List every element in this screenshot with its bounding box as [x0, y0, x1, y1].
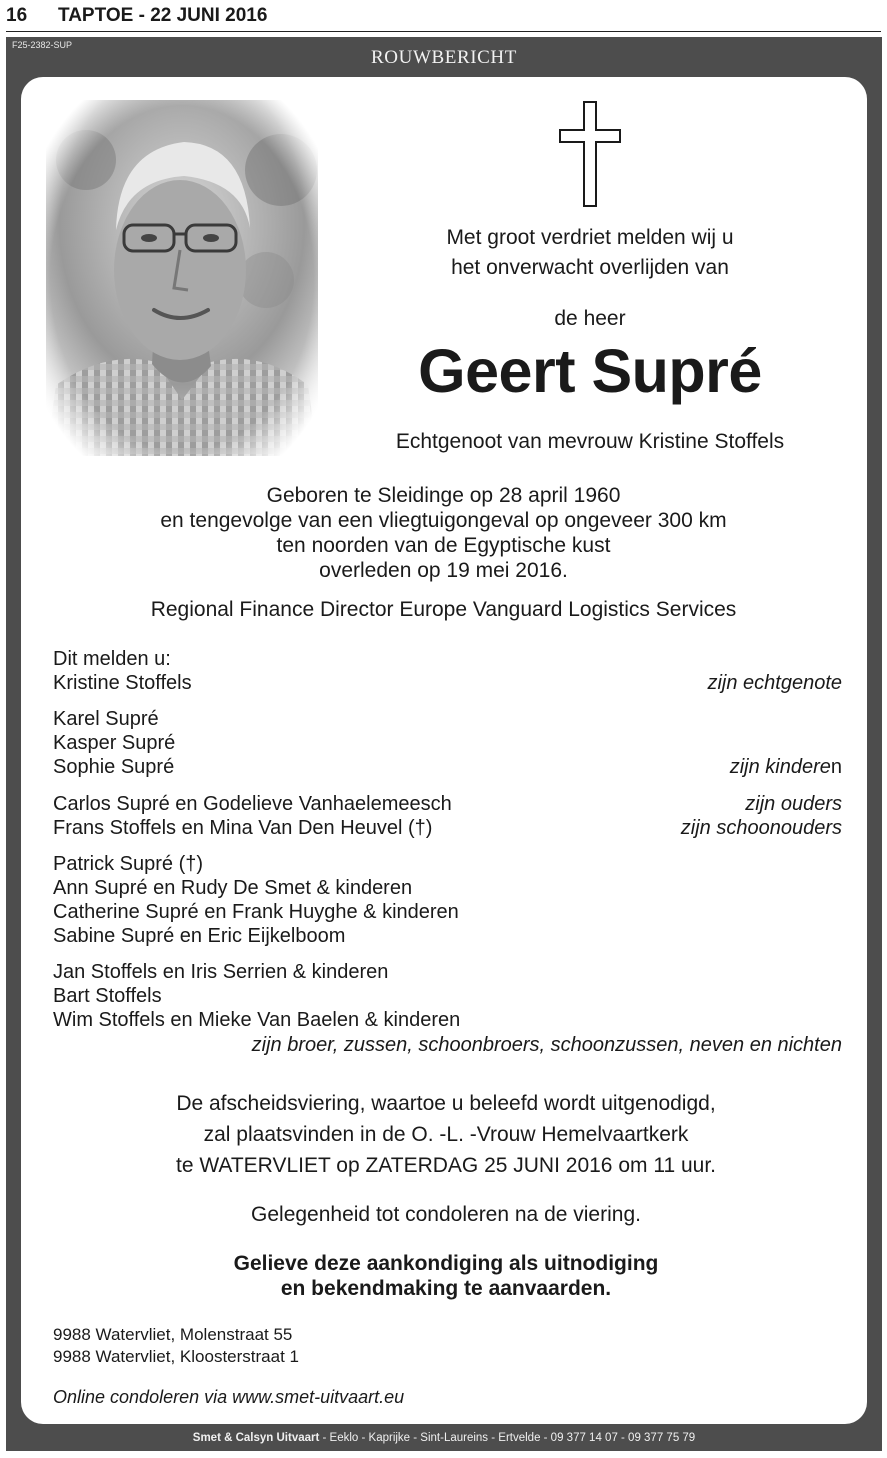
funeral-home-details: - Eeklo - Kaprijke - Sint-Laureins - Ertvelde - 09 377 14 07 - 09 377 75 79	[319, 1432, 696, 1444]
deceased-name: Geert Supré	[418, 337, 762, 405]
spouse-line: Echtgenoot van mevrouw Kristine Stoffels	[395, 430, 785, 453]
profession: Regional Finance Director Europe Vanguard Logistics Services	[150, 598, 737, 621]
ad-code: F25-2382-SUP	[12, 40, 73, 50]
intro-line: het onverwacht overlijden van	[451, 256, 729, 279]
ad-kind-title: ROUWBERICHT	[371, 47, 517, 68]
ceremony-line: De afscheidsviering, waartoe u beleefd wordt uitgenodigd,	[176, 1092, 716, 1115]
relation-parents-in-law: zijn schoonouders	[680, 817, 842, 839]
cross-icon	[559, 101, 621, 207]
notice-line: en bekendmaking te aanvaarden.	[280, 1277, 612, 1300]
relation-children-text: zijn kindere	[729, 756, 831, 778]
relation-children-suffix: n	[830, 756, 842, 778]
condolence-text: Gelegenheid tot condoleren na de viering.	[251, 1203, 641, 1226]
family-child: Sophie Supré	[53, 756, 175, 778]
family-spouse: Kristine Stoffels	[53, 672, 192, 694]
page-number: 16	[6, 5, 28, 26]
birth-death-text	[0, 483, 887, 583]
notice-text	[0, 1251, 887, 1301]
family-sibling: Sabine Supré en Eric Eijkelboom	[53, 925, 346, 947]
relation-children	[730, 755, 842, 779]
address-line: 9988 Watervliet, Molenstraat 55	[53, 1325, 293, 1344]
header-rule	[6, 31, 881, 32]
relation-parents: zijn ouders	[745, 793, 842, 815]
family-parents: Carlos Supré en Godelieve Vanhaelemeesch	[53, 793, 452, 815]
family-in-law: Wim Stoffels en Mieke Van Baelen & kinderen	[53, 1009, 461, 1031]
ceremony-line: te WATERVLIET op ZATERDAG 25 JUNI 2016 om 11 uur.	[176, 1154, 716, 1177]
intro-text	[380, 223, 800, 283]
portrait-photo	[46, 100, 318, 456]
birth-death-line: en tengevolge van een vliegtuigongeval op ongeveer 300 km	[160, 509, 727, 532]
ceremony-line: zal plaatsvinden in de O. -L. -Vrouw Hemelvaartkerk	[203, 1123, 689, 1146]
page-header	[0, 0, 887, 34]
address-line: 9988 Watervliet, Kloosterstraat 1	[53, 1347, 299, 1366]
online-condolence: Online condoleren via www.smet-uitvaart.eu	[53, 1387, 405, 1407]
funeral-home-name: Smet & Calsyn Uitvaart	[192, 1432, 320, 1444]
family-intro: Dit melden u:	[53, 648, 171, 670]
relation-siblings: zijn broer, zussen, schoonbroers, schoonzussen, neven en nichten	[251, 1034, 842, 1056]
birth-death-line: overleden op 19 mei 2016.	[319, 559, 568, 582]
relation-spouse: zijn echtgenote	[707, 672, 842, 694]
family-child: Kasper Supré	[53, 732, 176, 754]
notice-line: Gelieve deze aankondiging als uitnodiging	[233, 1252, 659, 1275]
family-parents-in-law: Frans Stoffels en Mina Van Den Heuvel (†)	[53, 817, 433, 839]
family-sibling: Catherine Supré en Frank Huyghe & kinderen	[53, 901, 459, 923]
birth-death-line: ten noorden van de Egyptische kust	[276, 534, 611, 557]
family-in-law: Bart Stoffels	[53, 985, 162, 1007]
family-sibling: Ann Supré en Rudy De Smet & kinderen	[53, 877, 413, 899]
family-in-law: Jan Stoffels en Iris Serrien & kinderen	[53, 961, 389, 983]
family-child: Karel Supré	[53, 708, 159, 730]
address-list	[53, 1324, 299, 1368]
newspaper-title: TAPTOE - 22 JUNI 2016	[58, 5, 268, 26]
family-sibling: Patrick Supré (†)	[53, 853, 204, 875]
ceremony-text	[0, 1088, 887, 1181]
birth-death-line: Geboren te Sleidinge op 28 april 1960	[266, 484, 621, 507]
salutation: de heer	[554, 307, 626, 330]
funeral-home-footer	[6, 1432, 882, 1444]
intro-line: Met groot verdriet melden wij u	[446, 226, 734, 249]
